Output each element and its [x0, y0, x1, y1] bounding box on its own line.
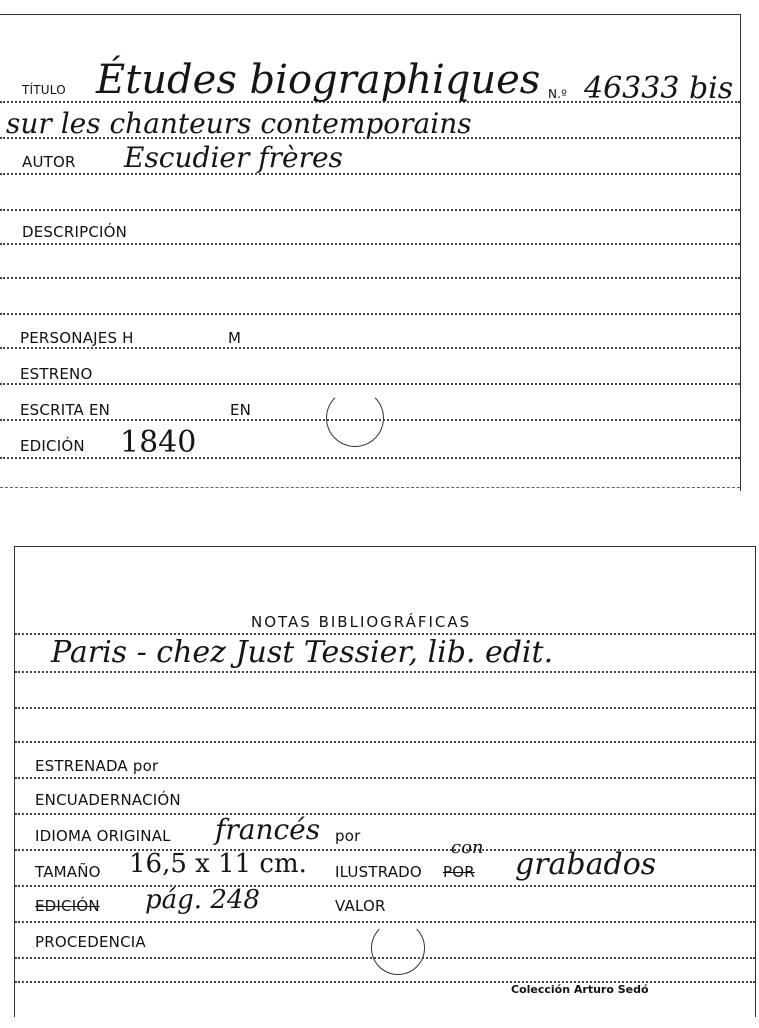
rule [0, 487, 740, 488]
personajes-m-label: M [228, 329, 242, 347]
numero-value: 46333 bis [584, 71, 734, 106]
idioma-value: francés [215, 813, 321, 846]
ilustrado-value: grabados [515, 847, 657, 882]
rule [0, 277, 740, 279]
ilustrado-label: ILUSTRADO [335, 863, 422, 881]
rule [0, 383, 740, 385]
estreno-label: ESTRENO [20, 365, 93, 383]
pagina-value: pág. 248 [145, 885, 260, 915]
titulo-value: Études biographiques [96, 57, 541, 103]
titulo-value-continued: sur les chanteurs contemporains [6, 107, 472, 140]
edicion-label-struck: EDICIÓN [35, 897, 100, 915]
idioma-label: IDIOMA ORIGINAL [35, 827, 171, 845]
rule [15, 777, 755, 779]
encuadernacion-label: ENCUADERNACIÓN [35, 791, 181, 809]
ilustrado-insert: con [451, 837, 484, 858]
rule [15, 741, 755, 743]
rule [15, 707, 755, 709]
punch-hole [326, 389, 384, 447]
procedencia-label: PROCEDENCIA [35, 933, 146, 951]
catalog-card-front [0, 14, 741, 491]
rule [15, 885, 755, 887]
notas-value: Paris - chez Just Tessier, lib. edit. [51, 635, 554, 670]
por-label: por [335, 827, 361, 845]
en-label: EN [230, 401, 252, 419]
personajes-label: PERSONAJES H [20, 329, 134, 347]
rule [0, 173, 740, 175]
escrita-label: ESCRITA EN [20, 401, 111, 419]
numero-label: N.º [548, 87, 568, 101]
rule [15, 813, 755, 815]
rule [0, 457, 740, 459]
collection-footer: Colección Arturo Sedó [511, 983, 649, 996]
autor-label: AUTOR [22, 153, 76, 171]
notas-heading: NOTAS BIBLIOGRÁFICAS [251, 613, 472, 631]
rule [0, 347, 740, 349]
titulo-label: TÍTULO [22, 83, 66, 97]
rule [0, 209, 740, 211]
edicion-label: EDICIÓN [20, 437, 85, 455]
estrenada-label: ESTRENADA por [35, 757, 159, 775]
tamano-label: TAMAÑO [35, 863, 101, 881]
rule [15, 921, 755, 923]
rule [0, 243, 740, 245]
ilustrado-struck: POR [443, 863, 475, 881]
descripcion-label: DESCRIPCIÓN [22, 223, 128, 241]
punch-hole [371, 921, 425, 975]
autor-value: Escudier frères [124, 141, 343, 174]
valor-label: VALOR [335, 897, 386, 915]
rule [15, 671, 755, 673]
edicion-value: 1840 [120, 425, 197, 460]
rule [0, 313, 740, 315]
catalog-card-back [14, 546, 756, 1017]
tamano-value: 16,5 x 11 cm. [129, 849, 307, 879]
